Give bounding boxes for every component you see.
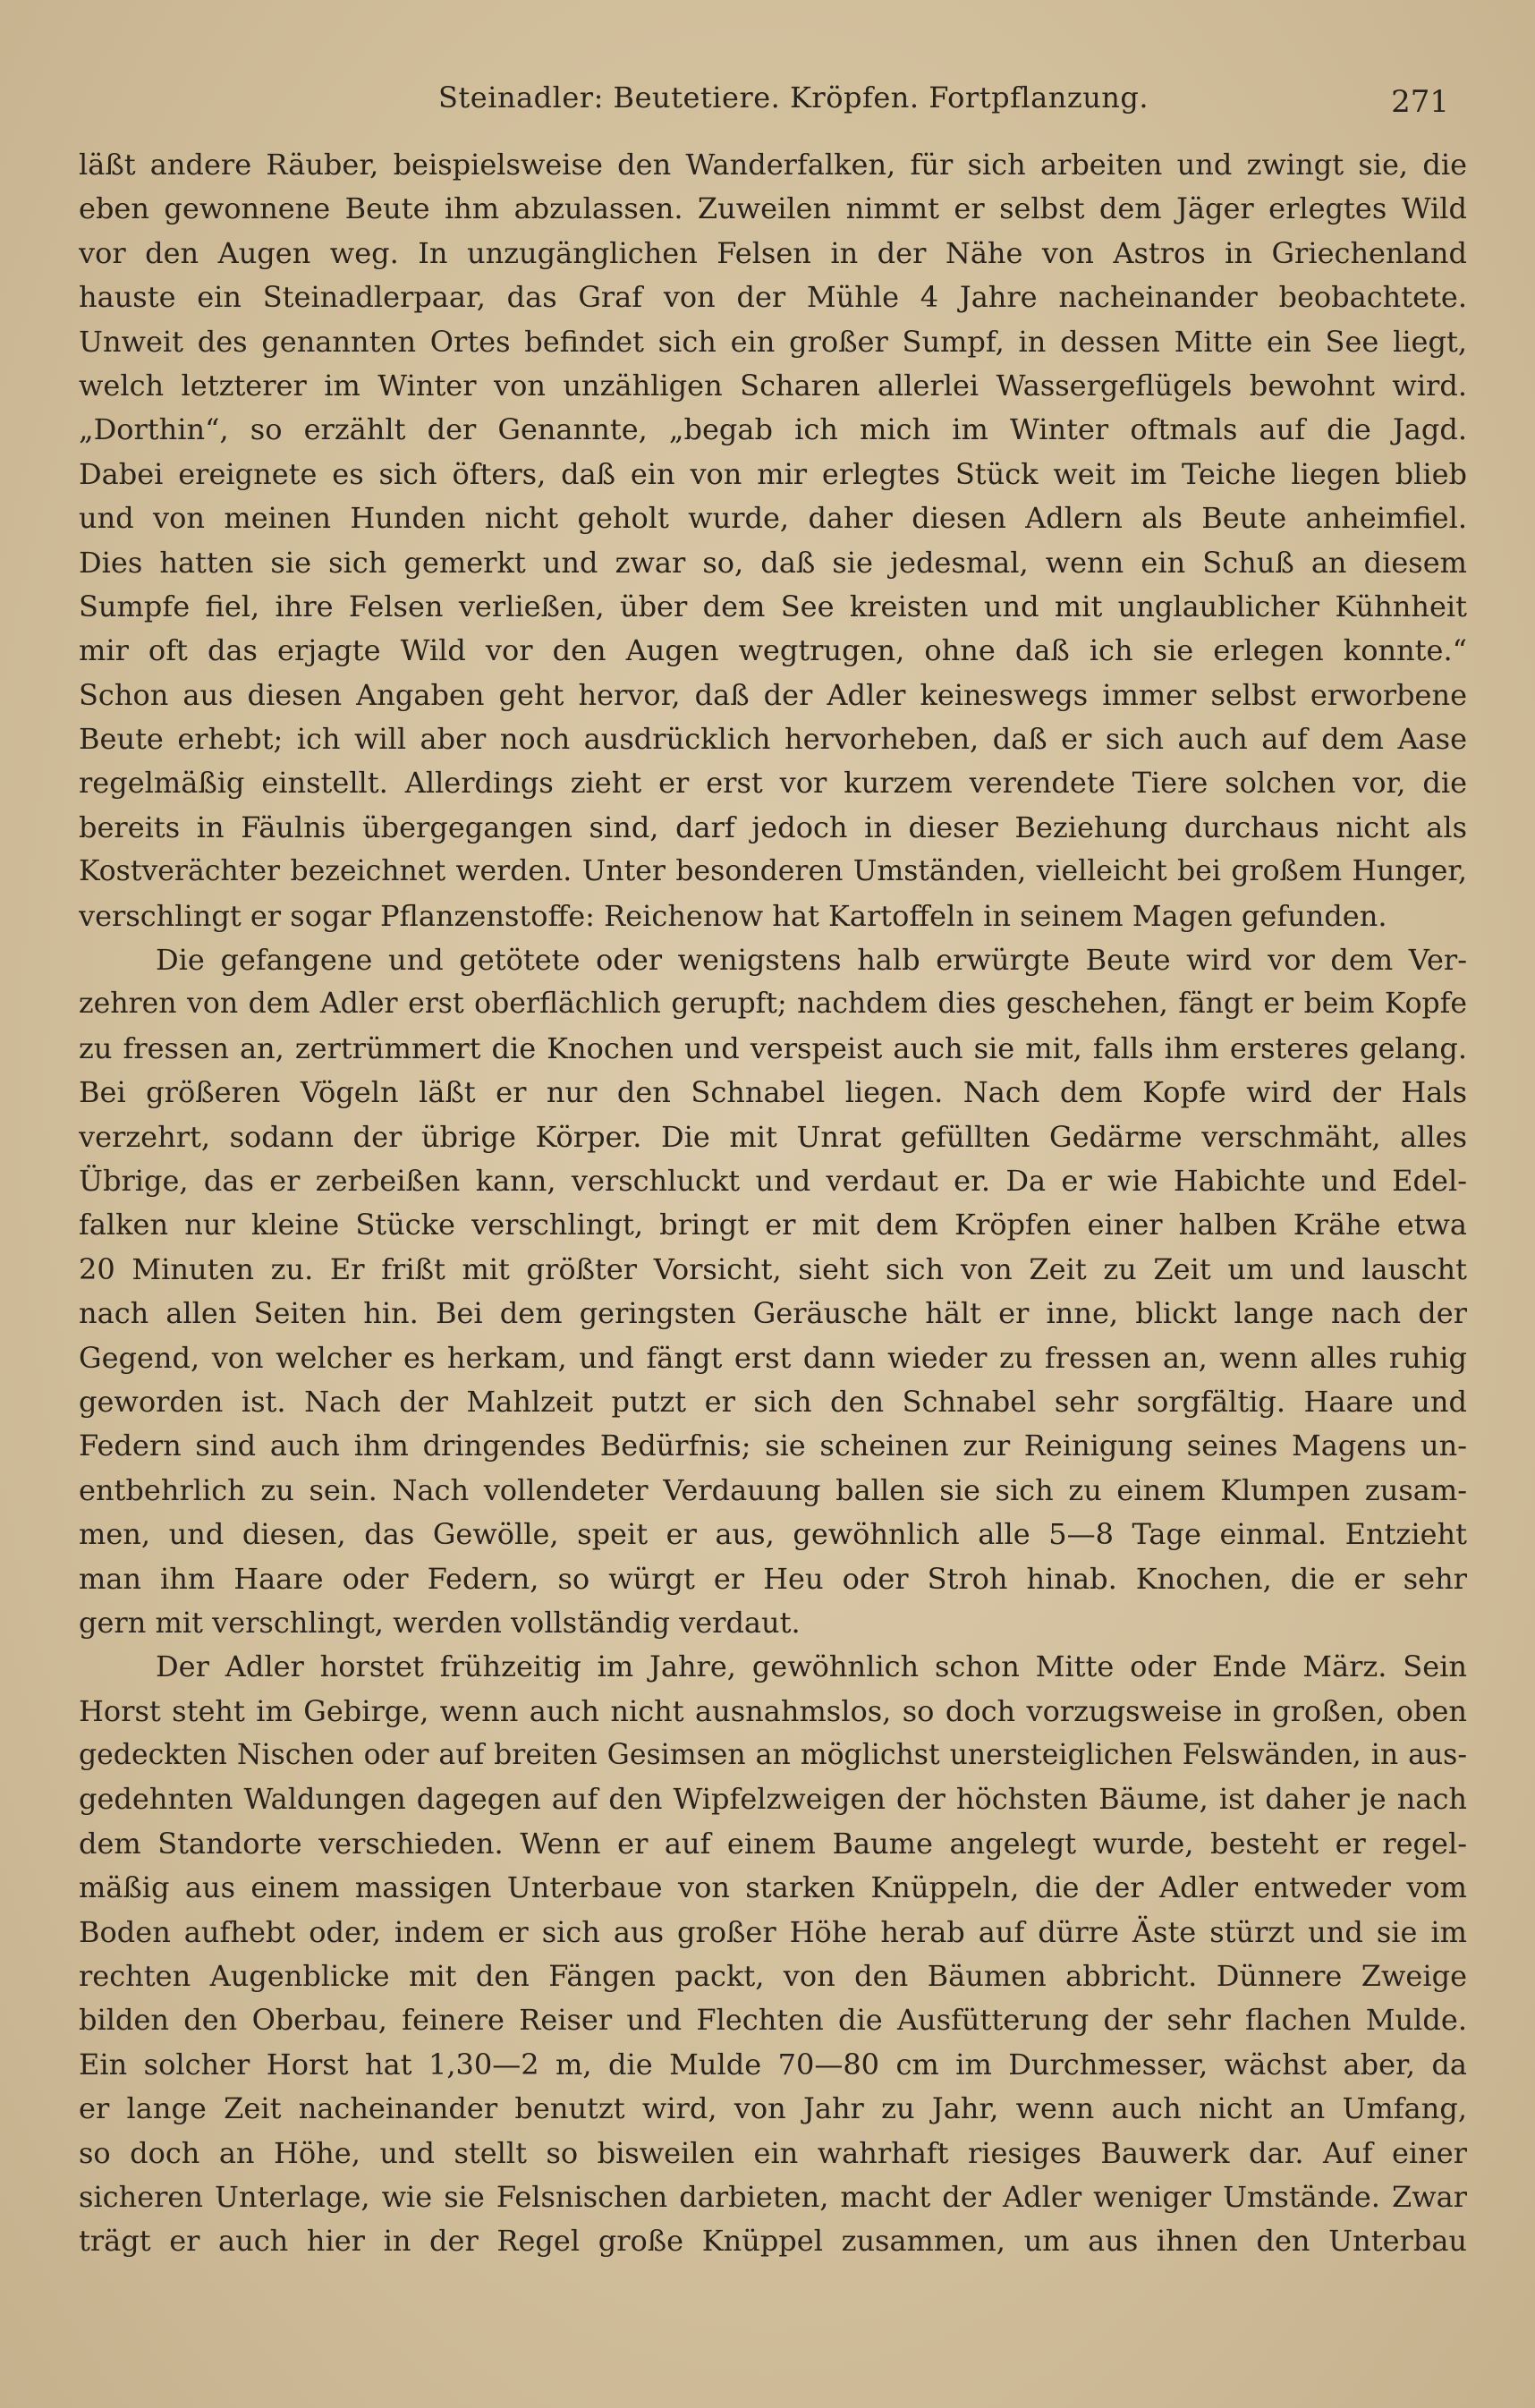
- text-line: bereits in Fäulnis übergegangen sind, darf jedoch in dieser Beziehung durchaus nicht als: [79, 810, 1467, 844]
- text-line: bilden den Oberbau, feinere Reiser und Flechten die Ausfütterung der sehr flachen Mulde.: [79, 2003, 1467, 2038]
- text-line: er lange Zeit nacheinander benutzt wird, von Jahr zu Jahr, wenn auch nicht an Umfang,: [79, 2091, 1467, 2126]
- text-line: men, und diesen, das Gewölle, speit er aus, gewöhnlich alle 5—8 Tage einmal. Entzieht: [79, 1517, 1467, 1552]
- text-line: Ein solcher Horst hat 1,30—2 m, die Mulde 70—80 cm im Durchmesser, wächst aber, da: [79, 2047, 1467, 2082]
- text-line: Gegend, von welcher es herkam, und fängt erst dann wieder zu fressen an, wenn alles ruhig: [79, 1340, 1467, 1375]
- text-line: läßt andere Räuber, beispielsweise den Wanderfalken, für sich arbeiten und zwingt sie, die: [79, 148, 1467, 182]
- text-line: Schon aus diesen Angaben geht hervor, daß der Adler keineswegs immer selbst erworbene: [79, 677, 1467, 712]
- text-line: hauste ein Steinadlerpaar, das Graf von der Mühle 4 Jahre nacheinander beobachtete.: [79, 280, 1467, 315]
- text-line: so doch an Höhe, und stellt so bisweilen ein wahrhaft riesiges Bauwerk dar. Auf einer: [79, 2135, 1467, 2170]
- text-line: dem Standorte verschieden. Wenn er auf einem Baume angelegt wurde, besteht er regel-: [79, 1826, 1467, 1861]
- running-title: Steinadler: Beutetiere. Kröpfen. Fortpflanzung.: [438, 81, 1149, 114]
- text-line: vor den Augen weg. In unzugänglichen Felsen in der Nähe von Astros in Griechenland: [79, 235, 1467, 270]
- text-line: Boden aufhebt oder, indem er sich aus großer Höhe herab auf dürre Äste stürzt und sie im: [79, 1914, 1467, 1949]
- page-number: 271: [1391, 84, 1449, 120]
- text-line: Die gefangene und getötete oder wenigstens halb erwürgte Beute wird vor dem Ver-: [156, 943, 1467, 978]
- text-line: Der Adler horstet frühzeitig im Jahre, gewöhnlich schon Mitte oder Ende März. Sein: [156, 1649, 1467, 1684]
- text-line: gedehnten Waldungen dagegen auf den Wipfelzweigen der höchsten Bäume, ist daher je nach: [79, 1782, 1467, 1817]
- text-line: mir oft das erjagte Wild vor den Augen wegtrugen, ohne daß ich sie erlegen konnte.“: [79, 633, 1467, 668]
- body-text: [79, 143, 1467, 2264]
- text-line: 20 Minuten zu. Er frißt mit größter Vorsicht, sieht sich von Zeit zu Zeit um und lauscht: [79, 1251, 1467, 1286]
- text-line: gern mit verschlingt, werden vollständig verdaut.: [79, 1605, 801, 1640]
- text-line: verschlingt er sogar Pflanzenstoffe: Reichenow hat Kartoffeln in seinem Magen gefunden.: [79, 898, 1387, 933]
- text-line: sicheren Unterlage, wie sie Felsnischen darbieten, macht der Adler weniger Umstände. Zwar: [79, 2179, 1467, 2214]
- text-line: Horst steht im Gebirge, wenn auch nicht ausnahmslos, so doch vorzugsweise in großen, oben: [79, 1693, 1467, 1728]
- text-line: geworden ist. Nach der Mahlzeit putzt er sich den Schnabel sehr sorgfältig. Haare und: [79, 1384, 1467, 1419]
- text-line: Unweit des genannten Ortes befindet sich ein großer Sumpf, in dessen Mitte ein See liegt,: [79, 324, 1467, 359]
- page-header: [81, 75, 1472, 129]
- text-line: man ihm Haare oder Federn, so würgt er Heu oder Stroh hinab. Knochen, die er sehr: [79, 1561, 1467, 1596]
- text-line: Übrige, das er zerbeißen kann, verschluckt und verdaut er. Da er wie Habichte und Edel-: [79, 1163, 1467, 1198]
- text-line: Dies hatten sie sich gemerkt und zwar so, daß sie jedesmal, wenn ein Schuß an diesem: [79, 545, 1467, 580]
- text-line: und von meinen Hunden nicht geholt wurde, daher diesen Adlern als Beute anheimfiel.: [79, 501, 1467, 536]
- text-line: Sumpfe fiel, ihre Felsen verließen, über dem See kreisten und mit unglaublicher Kühnheit: [79, 589, 1467, 623]
- text-line: verzehrt, sodann der übrige Körper. Die mit Unrat gefüllten Gedärme verschmäht, alles: [79, 1119, 1467, 1154]
- text-line: nach allen Seiten hin. Bei dem geringsten Geräusche hält er inne, blickt lange nach der: [79, 1296, 1467, 1331]
- text-line: Bei größeren Vögeln läßt er nur den Schnabel liegen. Nach dem Kopfe wird der Hals: [79, 1075, 1467, 1110]
- text-line: gedeckten Nischen oder auf breiten Gesimsen an möglichst unersteiglichen Felswänden, in aus-: [79, 1739, 1467, 1772]
- text-line: rechten Augenblicke mit den Fängen packt, von den Bäumen abbricht. Dünnere Zweige: [79, 1959, 1467, 1994]
- text-line: entbehrlich zu sein. Nach vollendeter Verdauung ballen sie sich zu einem Klumpen zusam-: [79, 1472, 1467, 1507]
- text-line: Beute erhebt; ich will aber noch ausdrücklich hervorheben, daß er sich auch auf dem Aase: [79, 722, 1467, 757]
- text-line: zu fressen an, zertrümmert die Knochen und verspeist auch sie mit, falls ihm ersteres gelang.: [79, 1030, 1467, 1065]
- text-line: falken nur kleine Stücke verschlingt, bringt er mit dem Kröpfen einer halben Krähe etwa: [79, 1208, 1467, 1242]
- text-line: eben gewonnene Beute ihm abzulassen. Zuweilen nimmt er selbst dem Jäger erlegtes Wild: [79, 191, 1467, 226]
- text-line: Federn sind auch ihm dringendes Bedürfnis; sie scheinen zur Reinigung seines Magens un-: [79, 1429, 1467, 1463]
- text-line: regelmäßig einstellt. Allerdings zieht er erst vor kurzem verendete Tiere solchen vor, die: [79, 766, 1467, 801]
- text-line: Kostverächter bezeichnet werden. Unter besonderen Umständen, vielleicht bei großem Hunger,: [79, 855, 1467, 888]
- text-line: trägt er auch hier in der Regel große Knüppel zusammen, um aus ihnen den Unterbau: [79, 2224, 1467, 2259]
- text-line: mäßig aus einem massigen Unterbaue von starken Knüppeln, die der Adler entweder vom: [79, 1870, 1467, 1905]
- text-line: welch letzterer im Winter von unzähligen Scharen allerlei Wassergeflügels bewohnt wird.: [79, 368, 1467, 403]
- text-line: Dabei ereignete es sich öfters, daß ein von mir erlegtes Stück weit im Teiche liegen blieb: [79, 456, 1467, 491]
- text-line: „Dorthin“, so erzählt der Genannte, „begab ich mich im Winter oftmals auf die Jagd.: [79, 412, 1467, 447]
- text-line: zehren von dem Adler erst oberflächlich gerupft; nachdem dies geschehen, fängt er beim Kopfe: [79, 988, 1467, 1021]
